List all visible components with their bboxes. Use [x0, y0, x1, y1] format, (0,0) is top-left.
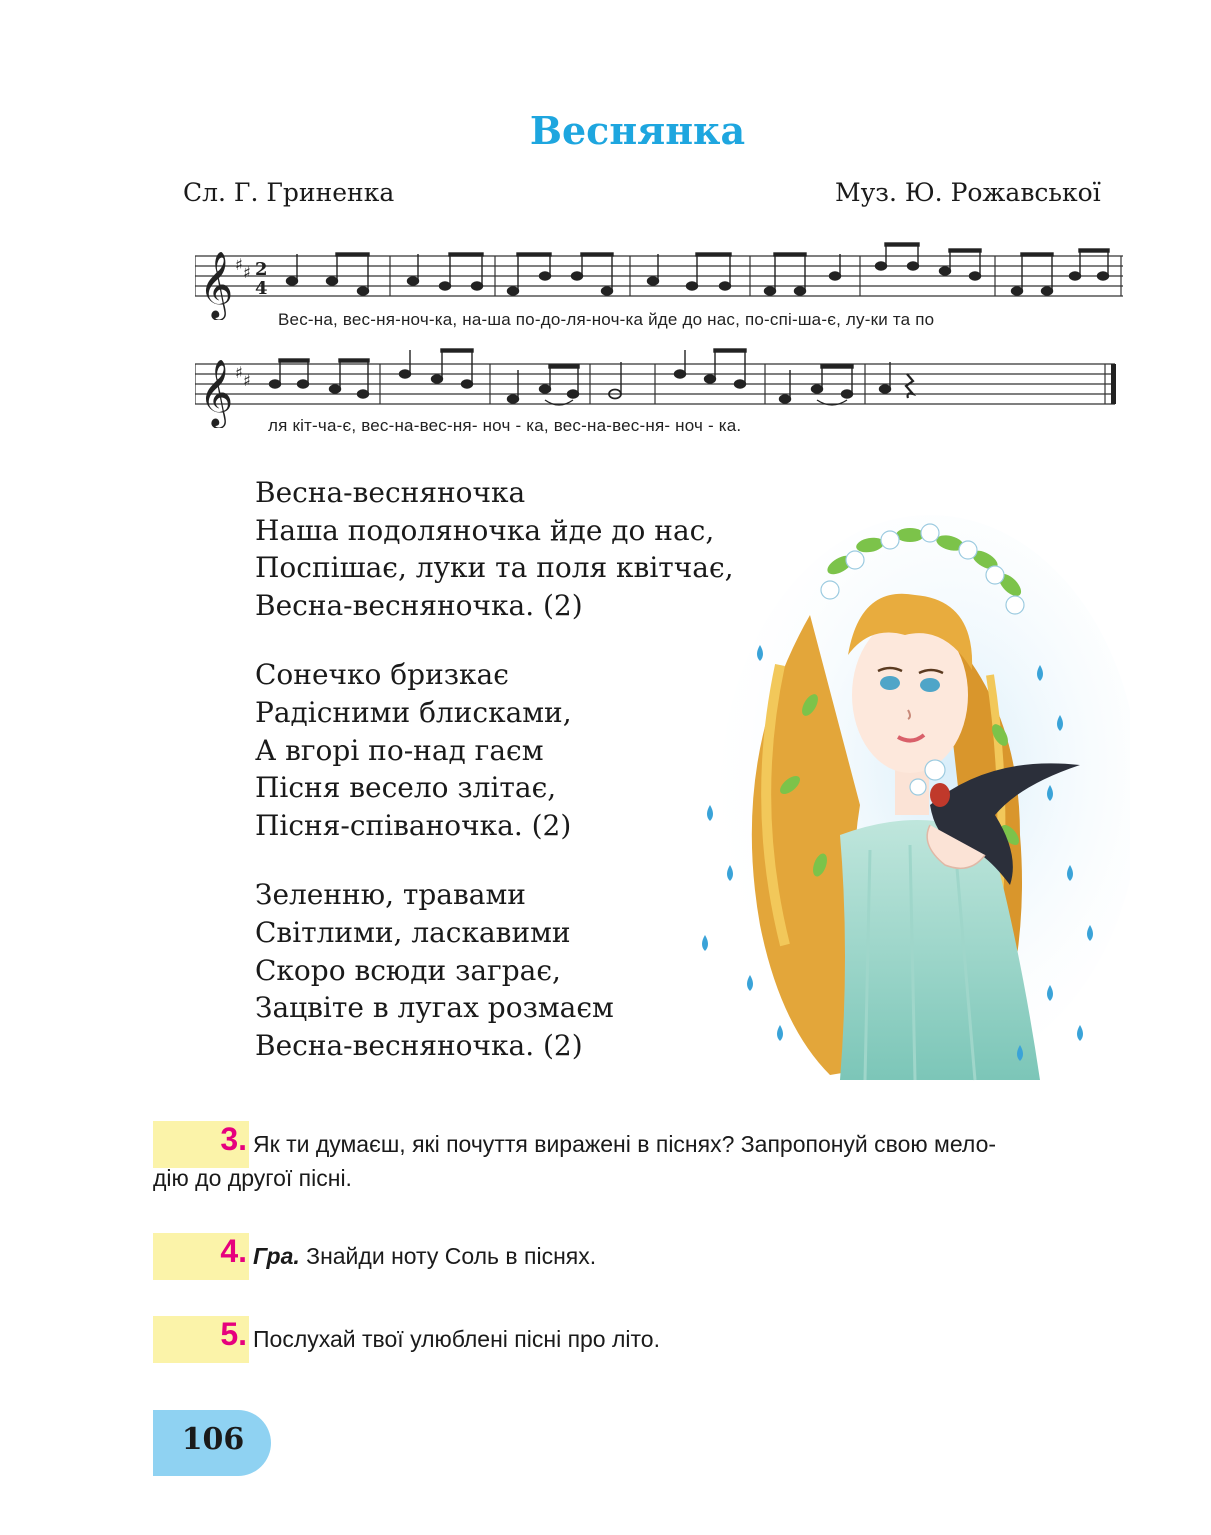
time-signature-bottom: 4: [255, 278, 268, 299]
spring-girl-illustration: [690, 505, 1130, 1090]
task-number: 3.: [220, 1121, 247, 1157]
verse-line: Весна-весняночка. (2): [255, 1028, 583, 1062]
task-5: [153, 1316, 1153, 1366]
svg-text:𝄞: 𝄞: [199, 358, 234, 426]
svg-text:♯: ♯: [235, 255, 243, 274]
task-4: [153, 1233, 1153, 1283]
task-text: [153, 1127, 1133, 1195]
verse-line: А вгорі по-над гаєм: [255, 733, 544, 767]
task-text: [253, 1322, 1133, 1356]
time-signature-top: 2: [255, 259, 268, 280]
verse-line: Весна-весняночка. (2): [255, 588, 583, 622]
verse-line: Скоро всюди заграє,: [255, 953, 561, 987]
svg-text:♯: ♯: [243, 371, 251, 390]
task-main-text: Послухай твої улюблені пісні про літо.: [253, 1326, 660, 1352]
verse-line: Пісня-співаночка. (2): [255, 808, 572, 842]
verse-line: Наша подоляночка йде до нас,: [255, 513, 715, 547]
page-footer: [153, 1410, 1133, 1478]
task-lead: Гра.: [253, 1243, 300, 1269]
svg-text:♯: ♯: [243, 263, 251, 282]
score-lyrics-line-1: Вес-на, вес-ня-ноч-ка, на-ша по-до-ля-ноч-ка йде до нас, по-спі-ша-є, лу-ки та по: [278, 310, 935, 329]
verse-line: Весна-весняночка: [255, 476, 526, 509]
task-3: [153, 1121, 1153, 1201]
lyrics-author: Сл. Г. Гриненка: [183, 178, 395, 207]
task-number: 5.: [220, 1316, 247, 1352]
task-text: [253, 1239, 1133, 1273]
footer-lines: [271, 1410, 1133, 1478]
svg-text:𝄞: 𝄞: [199, 250, 234, 318]
task-number: 4.: [220, 1233, 247, 1269]
verse-line: Зацвіте в лугах розмаєм: [255, 991, 614, 1025]
music-composer: Муз. Ю. Рожавської: [835, 178, 1101, 207]
score-lyrics-line-2: ля кіт-ча-є, вес-на-вес-ня- ноч - ка, вес-на-вес-ня- ноч - ка.: [268, 416, 742, 435]
verse-line: Зеленню, травами: [255, 878, 526, 912]
verse-line: Світлими, ласкавими: [255, 915, 571, 949]
verse-line: Поспішає, луки та поля квітчає,: [255, 551, 734, 585]
task-main-text: Знайди ноту Соль в піснях.: [306, 1243, 597, 1269]
verse-line: Сонечко бризкає: [255, 658, 509, 692]
page-number: 106: [181, 1422, 245, 1457]
verse-line: Пісня весело злітає,: [255, 771, 557, 805]
verse-line: Радісними блисками,: [255, 695, 572, 729]
song-title: Веснянка: [529, 108, 746, 153]
task-main-text: Як ти думаєш, які почуття виражені в піснях? Запропонуй свою мело-: [253, 1131, 997, 1157]
svg-text:♯: ♯: [235, 363, 243, 382]
task-continuation: дію до другої пісні.: [153, 1165, 352, 1191]
